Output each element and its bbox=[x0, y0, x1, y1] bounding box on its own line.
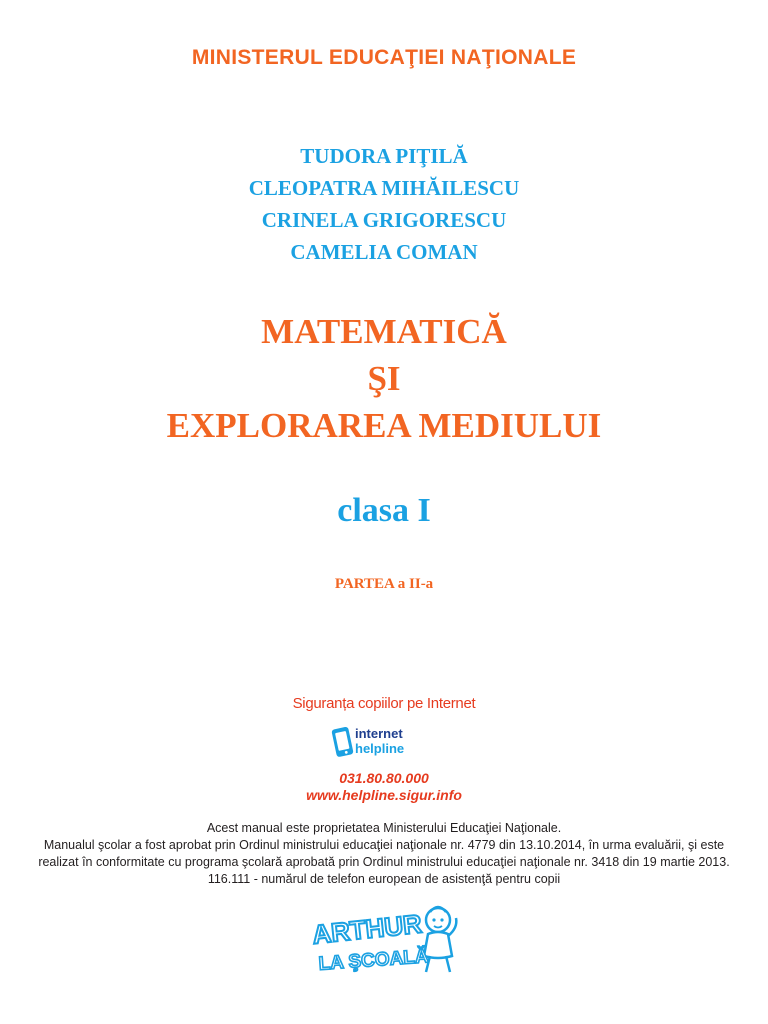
grade-label: clasa I bbox=[337, 492, 431, 529]
helpline-website: www.helpline.sigur.info bbox=[306, 787, 462, 803]
legal-line: Manualul şcolar a fost aprobat prin Ordinul ministrului educaţiei naţionale nr. 4779 din 13.10.2014, în urma evaluării, şi este bbox=[43, 838, 725, 852]
arthur-logo-line1: ARTHUR bbox=[310, 908, 424, 950]
legal-notice bbox=[0, 820, 768, 888]
internet-helpline-logo bbox=[330, 722, 440, 762]
authors-list bbox=[0, 140, 768, 268]
part-label: PARTEA a II-a bbox=[334, 576, 434, 592]
author-name: CRINELA GRIGORESCU bbox=[261, 208, 507, 232]
phone-icon bbox=[331, 726, 353, 757]
author-name: CLEOPATRA MIHĂILESCU bbox=[248, 176, 520, 200]
title-line: EXPLORAREA MEDIULUI bbox=[166, 406, 602, 445]
arthur-logo-line2: LA ŞCOALĂ bbox=[317, 946, 430, 975]
arthur-la-scoala-logo bbox=[310, 900, 470, 980]
title-line: MATEMATICĂ bbox=[261, 312, 507, 351]
legal-line: Acest manual este proprietatea Ministerului Educaţiei Naţionale. bbox=[206, 821, 562, 835]
ministry-name: MINISTERUL EDUCAŢIEI NAŢIONALE bbox=[191, 46, 577, 69]
legal-line: 116.111 - numărul de telefon european de asistenţă pentru copii bbox=[207, 872, 561, 886]
legal-line: realizat în conformitate cu programa şcolară aprobată prin Ordinul ministrului educaţiei naţionale nr. 3418 din 19 martie 2013. bbox=[38, 855, 730, 869]
author-name: CAMELIA COMAN bbox=[290, 240, 478, 264]
helpline-phone: 031.80.80.000 bbox=[339, 770, 429, 786]
author-name: TUDORA PIŢILĂ bbox=[300, 144, 468, 168]
helpline-logo-line2: helpline bbox=[355, 741, 405, 756]
title-line: ŞI bbox=[367, 359, 401, 398]
safety-tagline: Siguranța copiilor pe Internet bbox=[292, 695, 476, 712]
book-title bbox=[0, 308, 768, 449]
helpline-logo-line1: internet bbox=[355, 726, 403, 741]
